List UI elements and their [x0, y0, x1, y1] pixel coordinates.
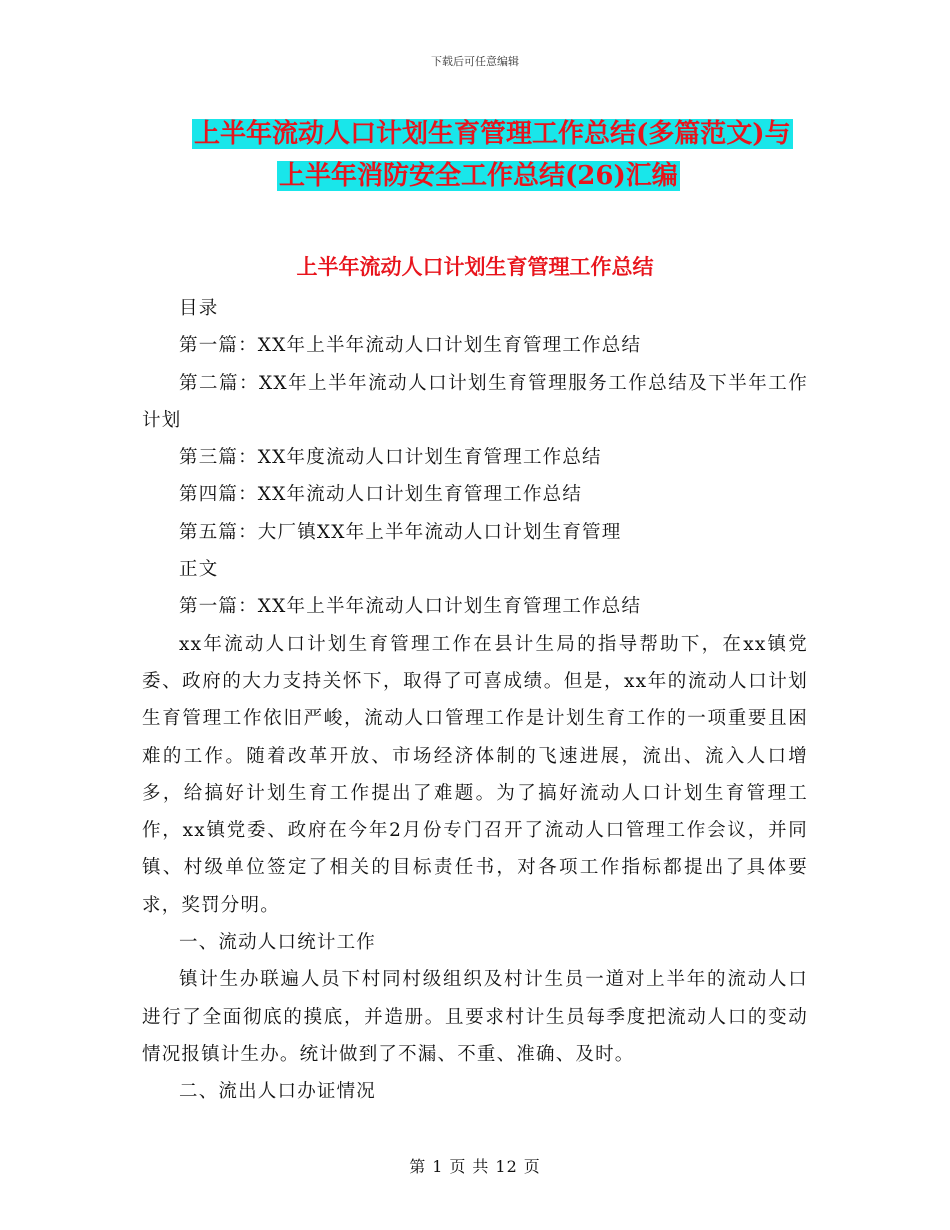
main-title-line-1	[0, 113, 950, 150]
main-title-line-1-text: 上半年流动人口计划生育管理工作总结(多篇范文)与	[194, 119, 791, 149]
footer-total-word: 共	[472, 1157, 490, 1176]
footer-page-number: 1	[432, 1157, 444, 1176]
toc-item-2: 第二篇：XX年上半年流动人口计划生育管理服务工作总结及下半年工作计划	[142, 372, 808, 431]
body-paragraph: xx年流动人口计划生育管理工作在县计生局的指导帮助下，在xx镇党委、政府的大力支持关怀下，取得了可喜成绩。但是，xx年的流动人口计划生育管理工作依旧严峻，流动人口管理工作是计划生育工作的一项重要且困难的工作。随着改革开放、市场经济体制的飞速进展，流出、流入人口增多，给搞好计划生育工作提出了难题。为了搞好流动人口计划生育管理工作，xx镇党委、政府在今年2月份专门召开了流动人口管理工作会议，并同镇、村级单位签定了相关的目标责任书，对各项工作指标都提出了具体要求，奖罚分明。	[142, 633, 808, 916]
body-paragraph: 镇计生办联遍人员下村同村级组织及村计生员一道对上半年的流动人口进行了全面彻底的摸底，并造册。且要求村计生员每季度把流动人口的变动情况报镇计生办。统计做到了不漏、不重、准确、及时。	[142, 969, 808, 1065]
body-heading: 正文	[179, 559, 219, 581]
section-title: 上半年流动人口计划生育管理工作总结	[296, 254, 654, 279]
toc-item-4: 第四篇：XX年流动人口计划生育管理工作总结	[179, 484, 583, 506]
main-title-line-2	[0, 155, 950, 192]
subsection-heading-1: 一、流动人口统计工作	[179, 932, 377, 954]
toc-item-5: 第五篇：大厂镇XX年上半年流动人口计划生育管理	[179, 521, 622, 543]
footer-page-word: 第	[409, 1157, 427, 1176]
subsection-heading-2: 二、流出人口办证情况	[179, 1081, 377, 1103]
main-title-line-2-text: 上半年消防安全工作总结(26)汇编	[279, 161, 678, 191]
footer-total-unit: 页	[523, 1157, 541, 1176]
chapter-1-title: 第一篇：XX年上半年流动人口计划生育管理工作总结	[179, 596, 642, 618]
page-footer	[0, 1154, 950, 1177]
footer-total-number: 12	[495, 1157, 518, 1176]
toc-item-3: 第三篇：XX年度流动人口计划生育管理工作总结	[179, 447, 602, 469]
toc-item-1: 第一篇：XX年上半年流动人口计划生育管理工作总结	[179, 335, 642, 357]
footer-page-unit: 页	[449, 1157, 467, 1176]
toc-heading: 目录	[179, 298, 219, 319]
header-note: 下载后可任意编辑	[431, 55, 519, 68]
document-body	[142, 290, 808, 1111]
